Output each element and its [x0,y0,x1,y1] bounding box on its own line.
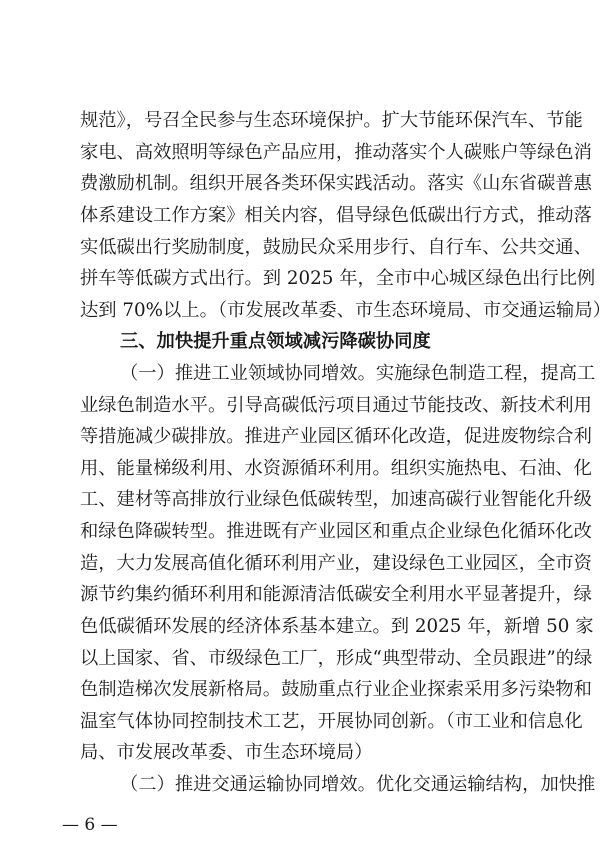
paragraph-2-line-3: 等措施减少碳排放。推进产业园区循环化改造，促进废物综合利 [80,426,592,448]
paragraph-1-line-3: 费激励机制。组织开展各类环保实践活动。落实《山东省碳普惠 [80,173,592,195]
paragraph-2-line-8: 源节约集约循环利用和能源清洁低碳安全利用水平显著提升，绿 [80,584,592,606]
paragraph-2-line-12: 温室气体协同控制技术工艺，开展协同创新。（市工业和信息化 [80,710,583,732]
paragraph-1-line-4: 体系建设工作方案》相关内容，倡导绿色低碳出行方式，推动落 [80,204,592,226]
paragraph-1-line-2: 家电、高效照明等绿色产品应用，推动落实个人碳账户等绿色消 [80,141,592,163]
paragraph-2-line-5: 工、建材等高排放行业绿色低碳转型，加速高碳行业智能化升级 [80,489,592,511]
paragraph-1-line-6: 拼车等低碳方式出行。到 2025 年，全市中心城区绿色出行比例 [80,268,596,290]
paragraph-1-line-7: 达到 70%以上。（市发展改革委、市生态环境局、市交通运输局） [80,299,611,321]
paragraph-2-line-4: 用、能量梯级利用、水资源循环利用。组织实施热电、石油、化 [80,457,592,479]
paragraph-3-line-1: （二）推进交通运输协同增效。优化交通运输结构，加快推 [120,774,596,795]
paragraph-2-line-1: （一）推进工业领域协同增效。实施绿色制造工程，提高工 [120,363,596,384]
paragraph-2-line-13: 局、市发展改革委、市生态环境局） [80,742,373,764]
paragraph-2-line-10: 以上国家、省、市级绿色工厂，形成“典型带动、全员跟进”的绿 [80,647,593,669]
paragraph-1-line-5: 实低碳出行奖励制度，鼓励民众采用步行、自行车、公共交通、 [80,236,592,258]
paragraph-1-line-1: 规范》，号召全民参与生态环境保护。扩大节能环保汽车、节能 [80,110,583,131]
paragraph-2-line-11: 色制造梯次发展新格局。鼓励重点行业企业探索采用多污染物和 [80,679,592,701]
paragraph-2-line-2: 业绿色制造水平。引导高碳低污项目通过节能技改、新技术利用 [80,394,592,416]
paragraph-2-line-6: 和绿色降碳转型。推进既有产业园区和重点企业绿色化循环化改 [80,521,592,542]
page-number: — 6 — [62,815,118,835]
paragraph-2-line-7: 造，大力发展高值化循环利用产业，建设绿色工业园区，全市资 [80,552,592,574]
paragraph-2-line-9: 色低碳循环发展的经济体系基本建立。到 2025 年，新增 50 家 [80,615,594,637]
section-heading: 三、加快提升重点领域减污降碳协同度 [120,331,431,353]
